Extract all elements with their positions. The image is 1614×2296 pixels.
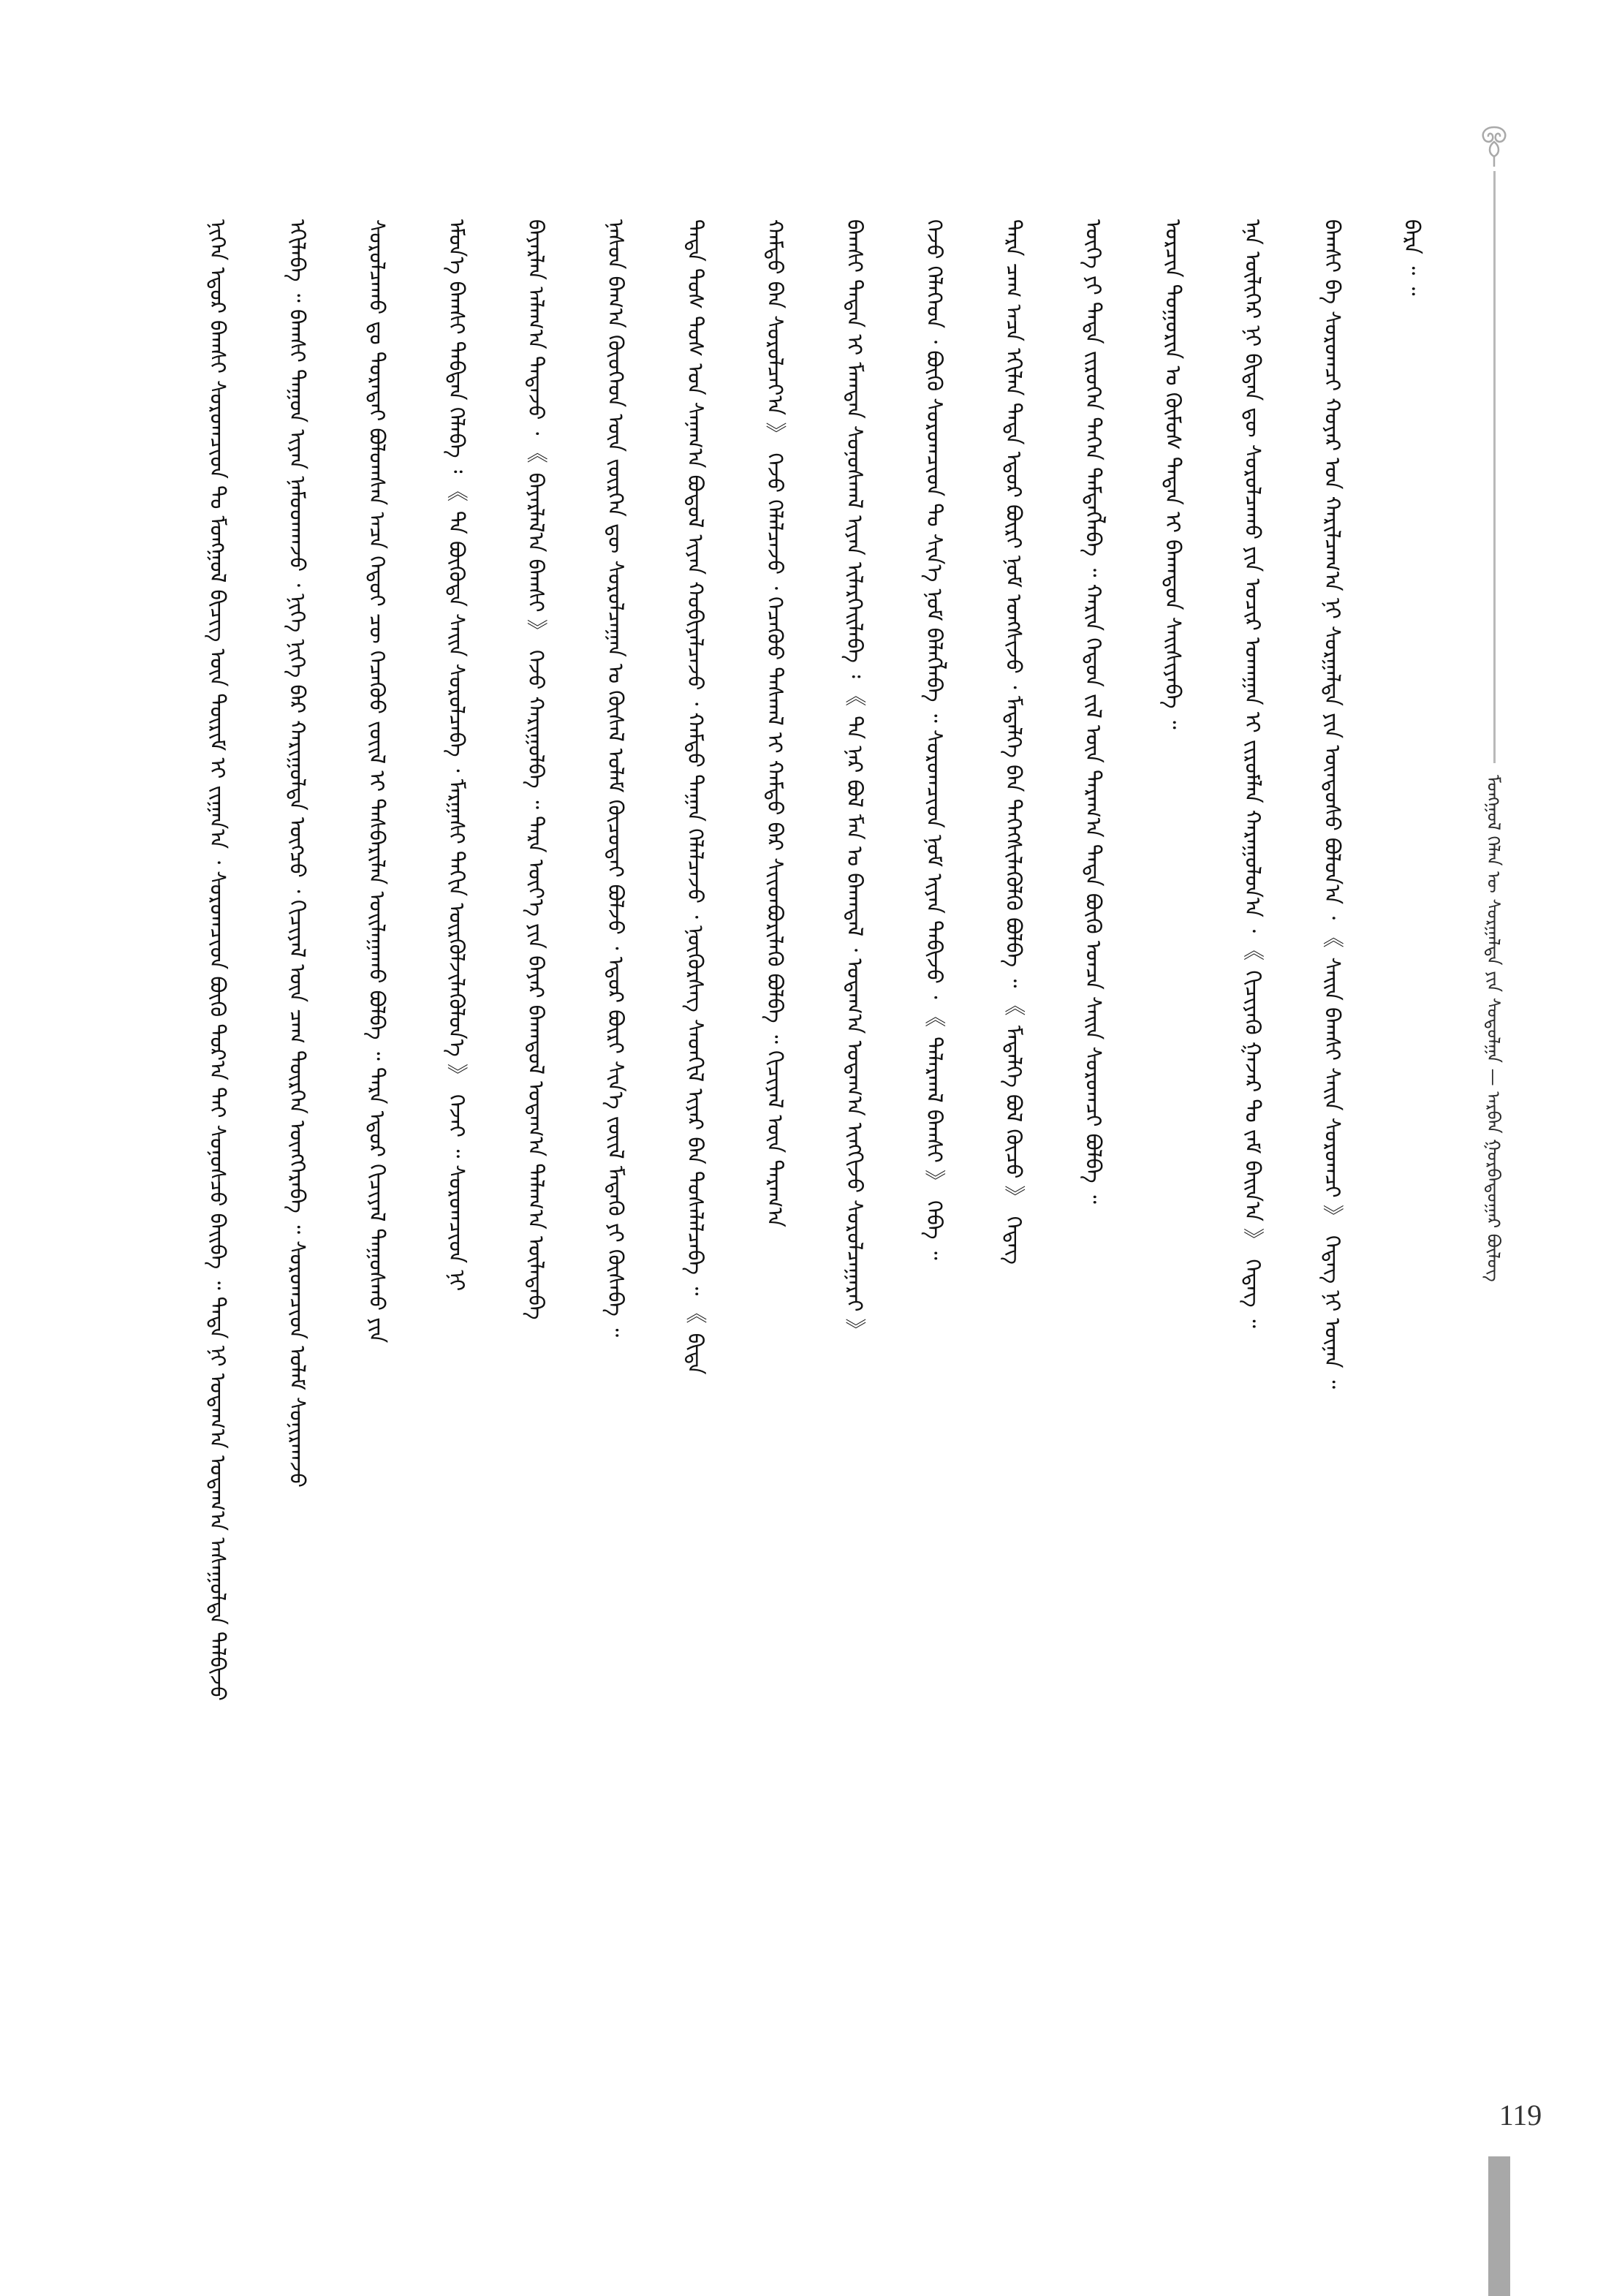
text-column: ᠪᠠᠭᠰᠢ ᠲᠡᠳᠡᠨ ᠢ ᠮᠠᠭᠲᠠᠨ ᠰᠣᠨᠣᠰᠬᠠᠯ ᠢᠶᠠᠨ ᠢᠯᠡᠷᠬᠡᠢᠯᠡᠪᠡ ᠄ 《 ᠲᠠ ᠨᠠᠷ ᠪᠣᠯ ᠮᠠᠨ ᠤ ᠪᠠᠬᠠᠳᠠᠯ ᠂ ᠤᠳᠠᠭ᠎ᠠ ᠤᠳᠠᠭ᠎ᠠ ᠢᠩᠭᠢᠵᠦ ᠰᠤᠷᠤᠯᠴᠠᠭᠠᠷᠠᠢ 》 <box>842 219 868 1341</box>
text-column: ᠲᠡᠷᠡ ᠴᠠᠭ ᠠᠴᠠ ᠡᠬᠢᠯᠡᠨ ᠲᠡᠳᠡ ᠡᠳᠦᠷ ᠪᠦᠷᠢ ᠨᠣᠮ ᠤᠩᠰᠢᠵᠤ ᠂ ᠮᠡᠳᠡᠯᠭᠡ ᠪᠠᠨ ᠳᠡᠭᠡᠭᠰᠢᠯᠡᠭᠦᠯᠬᠦ ᠪᠣᠯᠪᠠ ᠃ 《 ᠮᠡᠳᠡᠯᠭᠡ ᠪᠣᠯ ᠬᠦᠴᠦ 》 ᠭᠡᠳᠡᠭ <box>1001 219 1027 1265</box>
text-column: ᠡᠮᠦᠨ᠎ᠡ ᠪᠠᠭᠰᠢ ᠳᠠᠪᠲᠠᠨ ᠬᠡᠯᠡᠪᠡ ᠄ 《 ᠲᠠ ᠪᠦᠬᠦᠳᠡ ᠰᠠᠢᠨ ᠰᠤᠷᠤᠯᠴᠠᠪᠠ ᠂ ᠮᠠᠷᠭᠠᠰᠢ ᠳᠠᠬᠢᠨ ᠦᠷᠭᠦᠯᠵᠢᠯᠡᠭᠦᠯᠦᠨ᠎ᠡ 》 ᠭᠡᠵᠡᠢ ᠃ ᠰᠤᠷᠤᠭᠴᠢᠳ ᠨᠢ <box>444 219 469 1292</box>
text-column: ᠡᠨᠡ ᠦᠯᠢᠭᠡᠷ ᠨᠢ ᠪᠢᠳᠡᠨ ᠳᠦ ᠰᠤᠷᠤᠯᠴᠠᠬᠤ ᠶᠢᠨ ᠤᠴᠢᠷ ᠤᠬᠠᠭᠠᠨ ᠢ ᠵᠢᠷᠤᠮᠯᠠᠨ ᠬᠠᠷᠠᠭᠤᠯᠤᠨ᠎ᠠ ᠂ 《 ᠬᠢᠴᠢᠶᠡᠬᠦ ᠭᠠᠵᠠᠷ ᠲᠤ ᠵᠠᠮ ᠪᠠᠢᠨ᠎ᠠ 》 ᠭᠡᠳᠡᠭ ᠃ <box>1240 219 1265 1328</box>
running-header <box>1462 124 1528 1282</box>
text-column: ᠲᠡᠳᠡ ᠲᠤᠰ ᠲᠤᠰ ᠤᠨ ᠰᠠᠨᠠᠭ᠎ᠠ ᠪᠣᠳᠤᠯ ᠢᠶᠠᠨ ᠬᠤᠪᠢᠶᠠᠯᠴᠠᠵᠤ ᠂ ᠬᠠᠮᠲᠤ ᠳᠠᠭᠠᠨ ᠬᠡᠯᠡᠯᠴᠡᠵᠦ ᠂ ᠨᠥᠬᠦᠷᠰᠡᠭ ᠰᠡᠳᠭᠢᠯ ᠢᠶᠡᠷ ᠪᠡᠨ ᠲᠤᠰᠠᠯᠠᠯᠴᠠᠪᠠ ᠃ 《 ᠪᠢᠳᠡ <box>683 219 708 1375</box>
text-column: ᠨᠢᠭᠡᠨ ᠡᠳᠦᠷ ᠪᠠᠭᠰᠢ ᠰᠤᠷᠤᠭᠴᠢᠳ ᠲᠤ ᠮᠣᠩᠭᠣᠯ ᠪᠢᠴᠢᠭ ᠦᠨ ᠳᠦᠷᠢᠮ ᠢ ᠵᠢᠭᠠᠨ᠎ᠠ ᠂ ᠰᠤᠷᠤᠭᠴᠢᠳ ᠪᠦᠬᠦ ᠳᠤᠷ᠎ᠠ ᠲᠠᠢ ᠰᠣᠨᠣᠰᠴᠤ ᠪᠠᠢᠪᠠ ᠃ ᠲᠡᠳᠡ ᠨᠢ ᠤᠳᠠᠭ᠎ᠠ ᠤᠳᠠᠭ᠎ᠠ ᠠᠰᠠᠭᠤᠯᠲᠠ ᠲᠠᠯᠪᠢᠵᠤ <box>205 219 230 1701</box>
text-column: ᠡᠬᠢᠯᠡᠪᠡ ᠃ ᠪᠠᠭᠰᠢ ᠳᠠᠭᠤᠨ ᠢᠶᠠᠨ ᠨᠠᠮᠤᠳᠬᠠᠵᠤ ᠂ ᠨᠢᠭᠡ ᠨᠢᠭᠡ ᠪᠡᠷ ᠬᠠᠷᠢᠭᠤᠯᠲᠠ ᠥᠭᠴᠦ ᠂ ᠬᠢᠴᠢᠶᠡᠯ ᠦᠨ ᠴᠠᠭ ᠲᠦᠷᠭᠡᠨ ᠥᠩᠭᠡᠷᠡᠪᠡ ᠃ ᠰᠤᠷᠤᠭᠴᠢᠳ ᠤᠯᠠᠮ ᠰᠣᠨᠢᠷᠬᠠᠵᠤ <box>284 219 310 1488</box>
text-column: ᠰᠤᠷᠤᠯᠴᠠᠬᠤ ᠳᠤ ᠳᠤᠷᠠᠲᠠᠢ ᠪᠣᠯᠤᠭᠰᠠᠨ ᠠᠴᠠ ᠬᠡᠳᠦᠢ ᠴᠦ ᠬᠡᠴᠡᠭᠦᠦ ᠵᠦᠢᠯ ᠢ ᠲᠡᠰᠪᠡᠷᠢᠯᠡᠨ ᠣᠢᠯᠠᠭᠠᠬᠤ ᠪᠣᠯᠪᠠ ᠃ ᠲᠡᠷᠡ ᠡᠳᠦᠷ ᠬᠢᠴᠢᠶᠡᠯ ᠳᠠᠭᠤᠰᠬᠤ ᠶᠢᠨ <box>364 219 390 1344</box>
text-column: ᠬᠠᠮᠲᠤ ᠪᠠᠨ ᠰᠤᠷᠤᠯᠴᠠᠶ᠎ᠠ 》 ᠭᠡᠵᠦ ᠬᠡᠯᠡᠯᠴᠡᠵᠦ ᠂ ᠬᠡᠴᠡᠭᠦᠦ ᠳᠠᠰᠬᠠᠯ ᠢ ᠬᠠᠮᠲᠤ ᠪᠠᠷ ᠰᠢᠢᠳᠪᠦᠷᠢᠯᠡᠬᠦ ᠪᠣᠯᠪᠠ ᠃ ᠬᠢᠴᠢᠶᠡᠯ ᠦᠨ ᠳᠠᠷᠠᠭ᠎ᠠ <box>762 219 788 1228</box>
body-text <box>197 219 1433 2054</box>
text-column: ᠪᠠᠶᠠᠷᠯᠠᠨ ᠠᠯᠠᠭ᠎ᠠ ᠲᠠᠲᠠᠵᠤ ᠂ 《 ᠪᠠᠶᠠᠷᠯᠠᠯ᠎ᠠ ᠪᠠᠭᠰᠢ 》 ᠭᠡᠵᠦ ᠬᠠᠷᠢᠭᠤᠯᠪᠠ ᠃ ᠲᠡᠷᠡ ᠦᠶ᠎ᠡ ᠶᠢᠨ ᠪᠠᠶᠠᠷ ᠪᠠᠬᠠᠳᠤᠯ ᠤᠳᠠᠭ᠎ᠠ ᠲᠠᠯᠠᠭ᠎ᠠ ᠦᠯᠡᠳᠡᠪᠡ <box>523 219 549 1320</box>
text-column: ᠪᠠᠷᠠ ᠃ ᠃ <box>1399 219 1425 296</box>
running-header-title: ᠮᠣᠩᠭᠣᠯ ᠬᠡᠯᠡᠨ ᠦ ᠰᠤᠷᠭᠠᠯᠲᠠ ᠶᠢᠨ ᠰᠤᠳᠤᠯᠭᠠ — ᠠᠷᠪᠠᠨ ᠭᠤᠷᠪᠠᠳᠤᠭᠠᠷ ᠪᠦᠯᠦᠭ <box>1483 775 1504 1282</box>
header-rule <box>1493 171 1496 763</box>
page-side-tab <box>1488 2156 1510 2296</box>
text-column: ᠣᠷᠴᠢᠨ ᠲᠣᠭᠣᠷᠢᠨ ᠤ ᠬᠦᠮᠦᠰ ᠲᠡᠳᠡᠨ ᠢ ᠪᠠᠬᠠᠳᠤᠨ ᠰᠠᠢᠰᠢᠶᠠᠪᠠ ᠃ <box>1161 219 1186 730</box>
text-column: ᠦᠭᠡ ᠶᠢ ᠲᠡᠳᠡ ᠵᠢᠷᠦᠬᠡᠨ ᠳᠡᠭᠡᠨ ᠲᠡᠮᠳᠡᠭᠯᠡᠪᠡ ᠃ ᠬᠠᠷᠢᠨ ᠬᠡᠳᠦᠨ ᠵᠢᠯ ᠦᠨ ᠳᠠᠷᠠᠭ᠎ᠠ ᠲᠡᠳᠡ ᠪᠦᠬᠦ ᠣᠨᠴᠠ ᠰᠠᠢᠨ ᠰᠤᠷᠤᠭᠴᠢ ᠪᠣᠯᠪᠠ ᠃ <box>1081 219 1107 1204</box>
text-column: ᠪᠠᠭᠰᠢ ᠪᠠ ᠰᠤᠷᠤᠭᠴᠢ ᠬᠣᠶᠠᠷ ᠤᠨ ᠬᠠᠷᠢᠯᠴᠠᠭ᠎ᠠ ᠨᠢ ᠰᠤᠷᠭᠠᠯᠲᠠ ᠶᠢᠨ ᠦᠨᠳᠦᠰᠦ ᠪᠣᠯᠤᠨ᠎ᠠ ᠂ 《 ᠰᠠᠢᠨ ᠪᠠᠭᠰᠢ ᠰᠠᠢᠨ ᠰᠤᠷᠤᠭᠴᠢ 》 ᠭᠡᠳᠡᠭ ᠨᠢ ᠦᠨᠡᠨ ᠃ <box>1319 219 1345 1389</box>
scroll-ornament-icon <box>1472 124 1516 168</box>
page-number: 119 <box>1499 2099 1542 2132</box>
text-column: ᠨᠠᠰᠤᠨ ᠪᠠᠭ᠎ᠠ ᠬᠦᠦᠬᠡᠳ ᠦᠨ ᠵᠦᠷᠬᠡᠨ ᠳᠦ ᠰᠤᠷᠤᠯᠴᠠᠭᠠᠨ ᠤ ᠬᠦᠰᠡᠯ ᠤᠯᠠᠮ ᠬᠦᠴᠦᠲᠡᠢ ᠪᠣᠯᠵᠤ ᠂ ᠡᠳᠦᠷ ᠪᠦᠷᠢ ᠰᠢᠨ᠎ᠡ ᠵᠦᠢᠯ ᠮᠡᠳᠡᠬᠦ ᠶᠢ ᠬᠦᠰᠡᠪᠡ ᠃ <box>603 219 629 1338</box>
text-column: ᠭᠡᠵᠦ ᠬᠡᠯᠡᠭᠡᠳ ᠂ ᠪᠦᠬᠦ ᠰᠤᠷᠤᠭᠴᠢᠳ ᠲᠤ ᠰᠢᠨ᠎ᠡ ᠨᠣᠮ ᠪᠡᠯᠡᠭᠯᠡᠪᠡ ᠃ ᠰᠤᠷᠤᠭᠴᠢᠳ ᠨᠣᠮ ᠢᠶᠠᠨ ᠳᠡᠪᠢᠵᠦ ᠂ 《 ᠲᠠᠯᠠᠷᠬᠠᠯ ᠪᠠᠭᠰᠢ 》 ᠭᠡᠪᠡ ᠃ <box>922 219 947 1260</box>
